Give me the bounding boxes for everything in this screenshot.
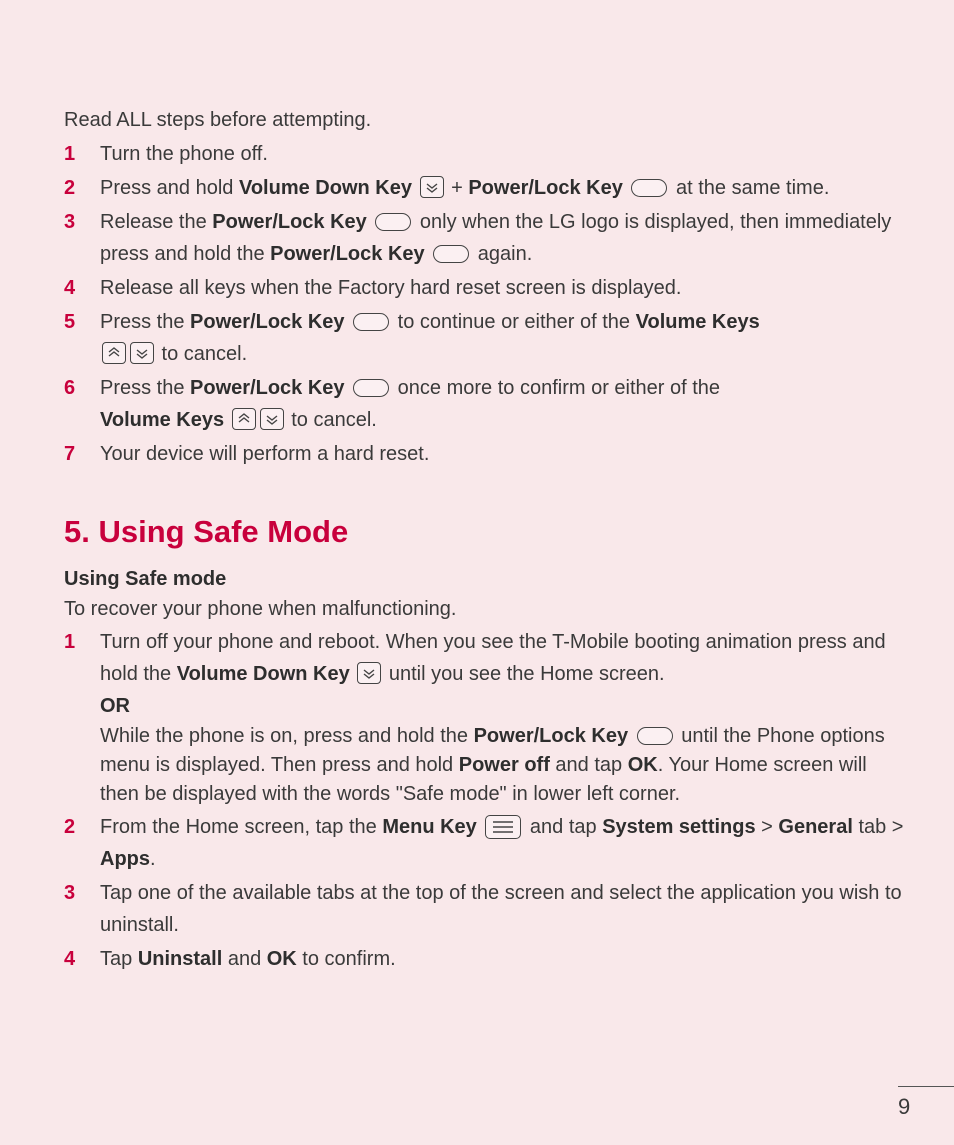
or-separator: OR xyxy=(100,695,130,717)
step-text: to confirm. xyxy=(296,948,396,970)
step-number: 4 xyxy=(64,948,76,970)
safe-mode-intro: To recover your phone when malfunctioning. xyxy=(64,598,457,620)
key-name: Power off xyxy=(458,754,550,776)
step-text: Release all keys when the Factory hard reset screen is displayed. xyxy=(100,277,682,299)
reset-step-5 xyxy=(64,306,904,370)
step-text: only when the LG logo is displayed, then immediately press and hold the xyxy=(100,211,892,265)
volume-down-key-icon xyxy=(420,176,444,198)
page-number-rule xyxy=(898,1086,954,1087)
key-name: Apps xyxy=(100,848,150,870)
step-text: Press the xyxy=(100,377,191,399)
power-lock-key-icon xyxy=(353,313,389,331)
power-lock-key-icon xyxy=(353,379,389,397)
key-name: OK xyxy=(266,948,297,970)
step-text: again. xyxy=(472,243,533,265)
reset-step-7 xyxy=(64,438,904,470)
power-lock-key-icon xyxy=(433,245,469,263)
step-text: Press and hold xyxy=(100,177,239,199)
safe-step-2 xyxy=(64,811,904,875)
volume-up-key-icon xyxy=(232,408,256,430)
key-name: Volume Keys xyxy=(100,409,225,431)
manual-page xyxy=(64,104,904,977)
volume-up-key-icon xyxy=(102,342,126,364)
page-number: 9 xyxy=(898,1094,911,1119)
step-text: . Your Home screen will then be displayed with the words "Safe mode" in lower left corner. xyxy=(100,754,867,805)
step-number: 6 xyxy=(64,377,76,399)
key-name: Power/Lock Key xyxy=(212,211,367,233)
volume-down-key-icon xyxy=(357,662,381,684)
key-name: Menu Key xyxy=(382,816,477,838)
step-text: at the same time. xyxy=(670,177,830,199)
step-text: Release the xyxy=(100,211,213,233)
step-number: 4 xyxy=(64,277,76,299)
safe-step-3 xyxy=(64,877,904,941)
volume-down-key-icon xyxy=(130,342,154,364)
step-number: 1 xyxy=(64,631,76,653)
reset-step-4 xyxy=(64,272,904,304)
key-name: Volume Keys xyxy=(635,311,760,333)
reset-step-2 xyxy=(64,172,904,204)
step-text: to continue or either of the xyxy=(392,311,636,333)
step-number: 3 xyxy=(64,211,76,233)
step-text: Your device will perform a hard reset. xyxy=(100,443,430,465)
key-name: Volume Down Key xyxy=(176,663,350,685)
step-text: until you see the Home screen. xyxy=(383,663,665,685)
step-number: 2 xyxy=(64,816,76,838)
step-number: 7 xyxy=(64,443,76,465)
reset-step-6 xyxy=(64,372,904,436)
step-number: 1 xyxy=(64,143,76,165)
step-text: and tap xyxy=(524,816,603,838)
step-text: Tap one of the available tabs at the top of the screen and select the application you wish to uninstall. xyxy=(100,882,902,936)
alternative-instructions xyxy=(100,722,904,809)
step-number: 3 xyxy=(64,882,76,904)
power-lock-key-icon xyxy=(375,213,411,231)
key-name: General xyxy=(778,816,853,838)
key-name: Power/Lock Key xyxy=(270,243,425,265)
step-text: Tap xyxy=(100,948,138,970)
key-name: System settings xyxy=(602,816,756,838)
step-text: tab > xyxy=(852,816,904,838)
step-text: Turn the phone off. xyxy=(100,143,268,165)
key-name: OK xyxy=(627,754,658,776)
reset-intro: Read ALL steps before attempting. xyxy=(64,109,372,131)
power-lock-key-icon xyxy=(637,727,673,745)
step-text: to cancel. xyxy=(285,409,377,431)
step-text: until the Phone options menu is displayed. Then press and hold xyxy=(100,725,885,776)
reset-step-1 xyxy=(64,138,904,170)
step-text: and xyxy=(222,948,267,970)
safe-step-1 xyxy=(64,626,904,809)
subsection-heading: Using Safe mode xyxy=(64,568,227,590)
menu-key-icon xyxy=(485,815,521,839)
key-name: Volume Down Key xyxy=(238,177,412,199)
key-name: Power/Lock Key xyxy=(473,725,629,747)
volume-down-key-icon xyxy=(260,408,284,430)
key-name: Uninstall xyxy=(137,948,223,970)
step-text: From the Home screen, tap the xyxy=(100,816,383,838)
step-text: > xyxy=(755,816,779,838)
step-number: 2 xyxy=(64,177,76,199)
safe-step-4 xyxy=(64,943,904,975)
step-text: to cancel. xyxy=(156,343,248,365)
section-title: 5. Using Safe Mode xyxy=(64,514,349,549)
power-lock-key-icon xyxy=(631,179,667,197)
key-name: Power/Lock Key xyxy=(190,311,345,333)
step-text: Press the xyxy=(100,311,191,333)
step-text: and tap xyxy=(549,754,628,776)
step-text: While the phone is on, press and hold the xyxy=(100,725,474,747)
key-name: Power/Lock Key xyxy=(190,377,345,399)
step-text: + xyxy=(445,177,469,199)
step-text: Turn off your phone and reboot. When you see the T-Mobile booting animation press and hold the xyxy=(100,631,886,685)
step-text: once more to confirm or either of the xyxy=(392,377,721,399)
step-number: 5 xyxy=(64,311,76,333)
key-name: Power/Lock Key xyxy=(468,177,623,199)
step-text: . xyxy=(150,848,156,870)
reset-step-3 xyxy=(64,206,904,270)
